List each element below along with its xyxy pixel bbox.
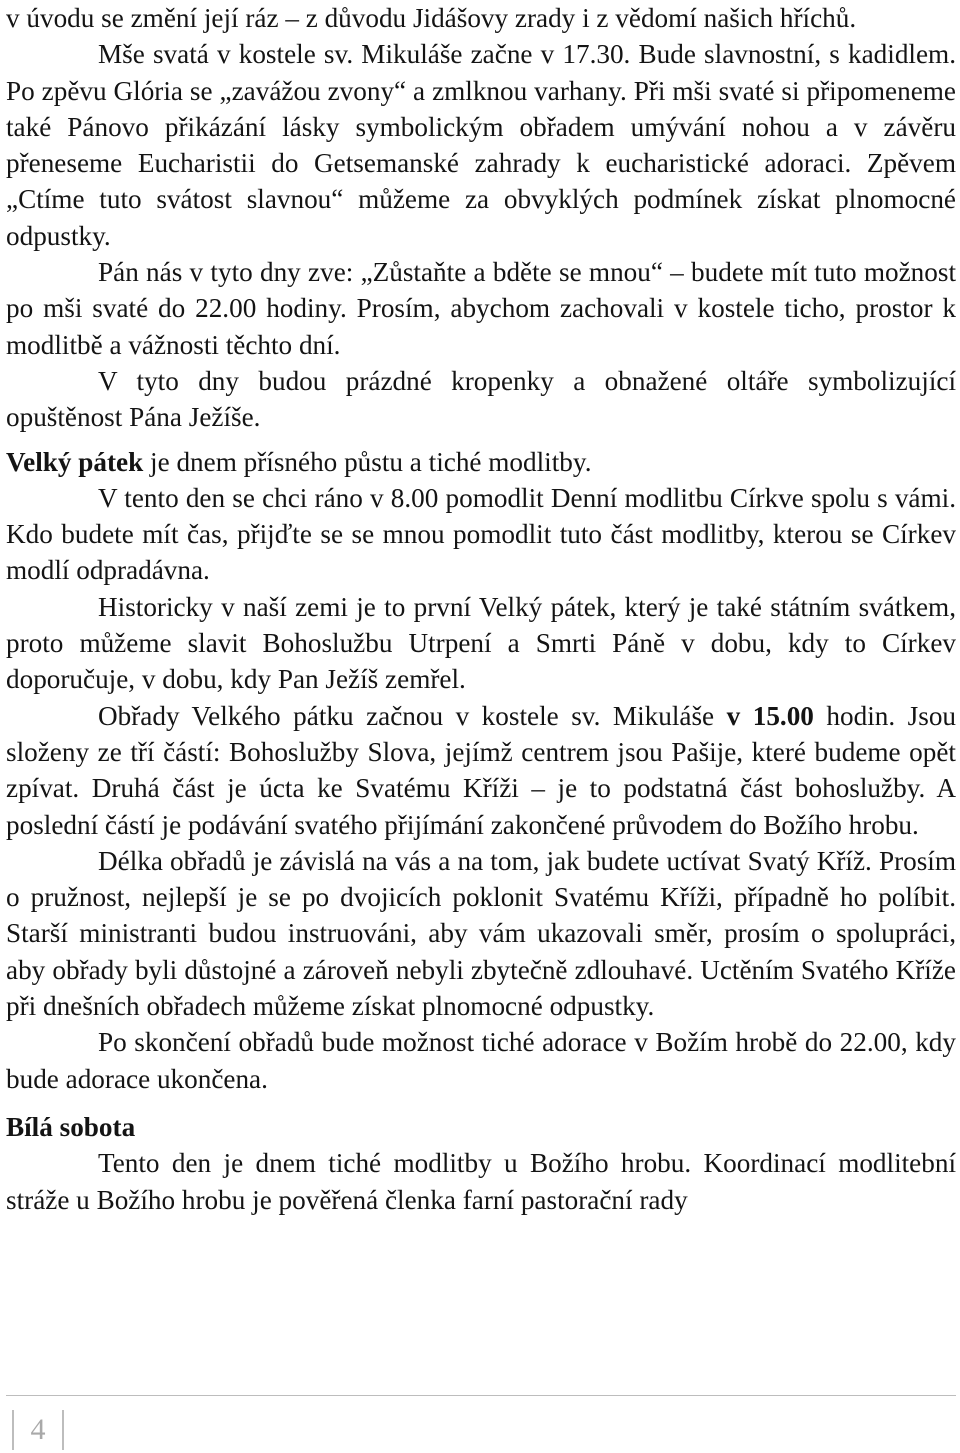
paragraph-vigil-invitation: Pán nás v tyto dny zve: „Zůstaňte a bděte se mnou“ – budete mít tuto možnost po mši svaté do 22.00 hodiny. Prosím, abychom zachovali v kostele ticho, prostor k modlitbě a vážnosti těchto dní. (6, 257, 956, 360)
rites-schedule-start: Obřady Velkého pátku začnou v kostele sv. Mikuláše (98, 700, 727, 731)
footer-divider (6, 1395, 956, 1396)
paragraph-historic-holiday: Historicky v naší zemi je to první Velký pátek, který je také státním svátkem, proto můžeme slavit Bohoslužbu Utrpení a Smrti Páně v dobu, kdy to Církev doporučuje, v dobu, kdy Pan Ježíš zemřel. (6, 591, 956, 695)
good-friday-intro-text: je dnem přísného půstu a tiché modlitby. (143, 446, 592, 477)
good-friday-label: Velký pátek (6, 446, 144, 477)
page-number: 4 (12, 1410, 64, 1450)
paragraph-empty-fonts: V tyto dny budou prázdné kropenky a obnažené oltáře symbolizující opuštěnost Pána Ježíše. (6, 365, 956, 433)
paragraph-intro: v úvodu se změní její ráz – z důvodu Jidášovy zrady i z vědomí našich hříchů. (6, 3, 857, 33)
paragraph-good-friday-intro (6, 444, 956, 480)
paragraph-adoration: Po skončení obřadů bude možnost tiché adorace v Božím hrobě do 22.00, kdy bude adorace ukončena. (6, 1027, 956, 1094)
rites-time: v 15.00 (726, 700, 814, 731)
paragraph-morning-prayer: V tento den se chci ráno v 8.00 pomodlit Denní modlitbu Církve spolu s vámi. Kdo budete mít čas, přijďte se se mnou pomodlit tuto část modlitby, kterou se Církev modlí odpradávna. (6, 482, 956, 586)
paragraph-holy-saturday: Tento den je dnem tiché modlitby u Božího hrobu. Koordinací modlitební stráže u Božího hrobu je pověřená členka farní pastorační rady (6, 1148, 956, 1215)
rites-schedule-rest: hodin. Jsou složeny ze tří částí: Bohoslužby Slova, jejímž centrem jsou Pašije, které budeme opět zpívat. Druhá část je úcta ke Svatému Kříži – je to podstatná část bohoslužby. A poslední částí je podávání svatého přijímání zakončené průvodem do Božího hrobu. (6, 700, 957, 840)
paragraph-rites-schedule (6, 698, 956, 843)
document-page (6, 0, 956, 1218)
paragraph-rites-length: Délka obřadů je závislá na vás a na tom, jak budete uctívat Svatý Kříž. Prosím o pružnost, nejlepší je se po dvojicích poklonit Svatému Kříži, případně ho políbit. Starší ministranti budou instruováni, aby vám ukazovali směr, prosím o spolupráci, aby obřady byli důstojné a zároveň nebyli zbytečně zdlouhavé. Uctěním Svatého Kříže při dnešních obřadech můžeme získat plnomocné odpustky. (6, 845, 956, 1022)
paragraph-mass-thursday: Mše svatá v kostele sv. Mikuláše začne v 17.30. Bude slavnostní, s kadidlem. Po zpěvu Glória se „zavážou zvony“ a zmlknou varhany. Při mši svaté si připomeneme také Pánovo přikázání lásky symbolickým obřadem umývání nohou a v závěru přeneseme Eucharistii do Getsemanské zahrady k eucharistické adoraci. Zpěvem „Ctíme tuto svátost slavnou“ můžeme za obvyklých podmínek získat plnomocné odpustky. (6, 39, 956, 251)
heading-holy-saturday: Bílá sobota (6, 1111, 136, 1142)
